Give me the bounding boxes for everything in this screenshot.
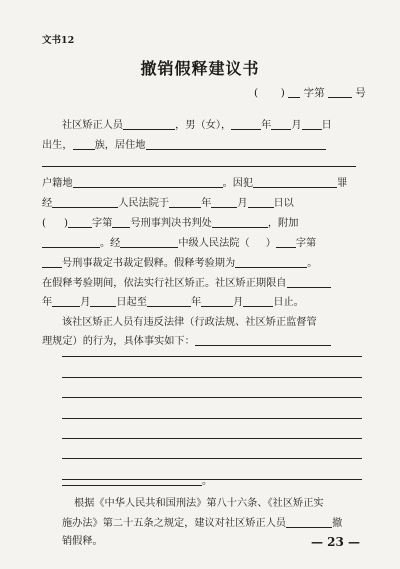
ethnicity-field[interactable]	[73, 139, 95, 150]
paragraph-line-9	[42, 274, 331, 289]
closing-line-2	[62, 514, 342, 529]
text-segment: ）	[265, 238, 276, 249]
text-segment: 号刑事裁定书裁定假释。假释考验期为	[62, 258, 236, 269]
text-segment: 。	[202, 476, 213, 487]
ref-number-field[interactable]	[328, 87, 352, 98]
birth-day-field[interactable]	[302, 119, 322, 130]
text-segment: 号刑事判决书判处	[130, 218, 212, 229]
text-segment: 经	[42, 198, 53, 209]
text-segment: 社区矫正人员	[62, 120, 124, 131]
text-segment: 年	[261, 120, 272, 131]
facts-line[interactable]	[62, 377, 362, 378]
ruling-code-field[interactable]	[276, 237, 296, 248]
closing-text: 根据《中华人民共和国刑法》第八十六条、《社区矫正实	[74, 498, 324, 509]
end-month-field[interactable]	[201, 296, 233, 307]
text-segment: 月	[80, 297, 91, 308]
text-segment: 年	[190, 297, 202, 308]
paragraph-line-11	[62, 313, 317, 328]
paragraph-line-4	[42, 174, 347, 189]
facts-line[interactable]	[62, 356, 362, 357]
violation-intro-cont: 理规定）的行为，具体事实如下：	[42, 336, 195, 347]
name-field[interactable]	[123, 119, 175, 130]
text-segment: 出生，	[42, 140, 73, 151]
text-segment: 日以	[273, 198, 294, 209]
text-segment: 户籍地	[42, 178, 73, 189]
text-segment: 月	[291, 120, 302, 131]
additional-penalty-field[interactable]	[42, 237, 100, 248]
closing-text: 撤	[332, 518, 343, 529]
birth-month-field[interactable]	[271, 119, 291, 130]
text-segment: 年	[201, 198, 212, 209]
sentence-field[interactable]	[212, 217, 268, 228]
facts-line[interactable]	[62, 458, 362, 459]
closing-line-1	[74, 494, 324, 509]
text-segment: 月	[233, 297, 244, 308]
facts-field-start[interactable]	[195, 335, 331, 346]
judgment-code-field[interactable]	[68, 217, 92, 228]
revoke-name-field[interactable]	[286, 517, 332, 528]
text-segment: (	[42, 218, 46, 229]
page-number: — 23 —	[310, 535, 360, 549]
judgment-day-field[interactable]	[248, 197, 274, 208]
closing-line-3	[62, 532, 103, 547]
text-segment: ，附加	[267, 218, 299, 229]
reference-number-line	[254, 85, 366, 100]
paragraph-line-1	[62, 116, 332, 131]
text-segment: 族，居住地	[94, 140, 146, 151]
text-segment: 人民法院于	[118, 198, 170, 209]
text-segment: 字第	[295, 238, 317, 249]
paragraph-line-2	[42, 136, 326, 151]
text-segment: 日止。	[273, 297, 304, 308]
ref-year-field[interactable]	[288, 87, 300, 98]
page-title: 撤销假释建议书	[140, 59, 260, 78]
start-date-field[interactable]	[287, 277, 331, 288]
facts-field-end[interactable]	[62, 475, 202, 486]
judgment-month-field[interactable]	[211, 197, 237, 208]
paragraph-line-7	[42, 234, 316, 249]
text-segment: )	[63, 218, 68, 229]
facts-line[interactable]	[62, 397, 362, 398]
crime-field[interactable]	[253, 177, 337, 188]
text-segment: 日起至	[116, 297, 147, 308]
doc-label: 文书12	[42, 35, 75, 46]
ref-close-paren: )	[280, 87, 285, 99]
end-day-field[interactable]	[243, 296, 273, 307]
facts-line[interactable]	[62, 418, 362, 419]
text-segment: 。	[307, 258, 318, 269]
text-segment: 在假释考验期间，依法实行社区矫正。社区矫正期限自	[42, 278, 287, 289]
start-day-field[interactable]	[90, 296, 116, 307]
text-segment: ，男（女），	[175, 120, 232, 131]
paragraph-line-8	[42, 254, 317, 269]
text-segment: 中级人民法院（	[178, 238, 250, 249]
paragraph-line-6	[42, 214, 298, 229]
violation-intro: 该社区矫正人员有违反法律（行政法规、社区矫正监督管	[62, 317, 317, 328]
residence-field-continued[interactable]	[42, 156, 356, 167]
ref-hao: 号	[355, 87, 366, 99]
end-year-field[interactable]	[147, 296, 191, 307]
start-month-field[interactable]	[52, 296, 80, 307]
ruling-number-field[interactable]	[42, 257, 62, 268]
paragraph-line-5	[42, 194, 294, 209]
paragraph-line-12	[42, 332, 331, 347]
paragraph-line-10	[42, 293, 304, 308]
closing-text: 施办法》第二十五条之规定，建议对社区矫正人员	[62, 518, 287, 529]
text-segment: 。经	[100, 238, 121, 249]
court-field[interactable]	[52, 197, 118, 208]
facts-line[interactable]	[62, 438, 362, 439]
judgment-year-field[interactable]	[169, 197, 201, 208]
text-segment: 罪	[337, 178, 348, 189]
probation-period-field[interactable]	[235, 257, 307, 268]
residence-field[interactable]	[146, 139, 326, 150]
text-segment: 日	[321, 120, 332, 131]
paragraph-line-3	[42, 156, 356, 168]
text-segment: 月	[237, 198, 248, 209]
text-segment: 字第	[91, 218, 113, 229]
birth-year-field[interactable]	[231, 119, 261, 130]
ref-zi-di: 字第	[303, 87, 325, 99]
text-segment: 年	[42, 297, 53, 308]
ref-open-paren: (	[254, 87, 259, 99]
intermediate-court-field[interactable]	[120, 237, 178, 248]
closing-text: 销假释。	[62, 536, 103, 547]
hukou-field[interactable]	[73, 177, 223, 188]
facts-last-line	[62, 472, 212, 487]
judgment-number-field[interactable]	[112, 217, 130, 228]
text-segment: 。因犯	[222, 178, 254, 189]
